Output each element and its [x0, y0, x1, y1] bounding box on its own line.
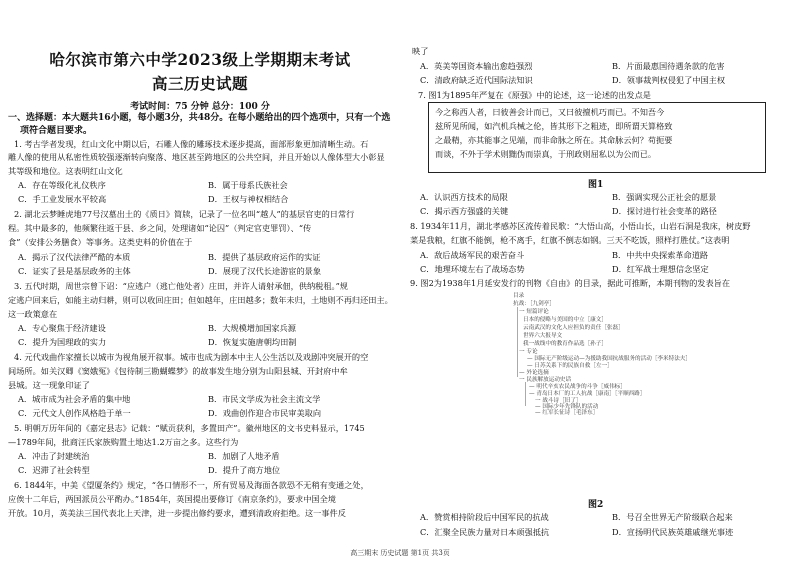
question-text: 间场所。如关汉卿《窦娥冤》《包待制三勘蝴蝶梦》的故事发生地分别为山阳县城、开封府中牟: [8, 366, 348, 376]
toc-entry: — 国际少年先锋队的活动: [535, 404, 599, 410]
option-b: B．号召全世界无产阶级联合起来: [612, 512, 733, 522]
option-a: A．存在等级化礼仪秩序: [18, 180, 106, 190]
option-a: A．认识西方技术的局限: [420, 192, 508, 202]
figure-1-quote: 今之称西人者，曰彼善会计而已，又曰彼擅机巧而已。不知吾今 兹所见所闻，如汽机兵械之伦，皆其形下之粗迹，即所谓天算格致 之最精，亦其能事之见端，而非命脉之所在。其命脉云何？苟扼要 而谈，不外于学术则黜伪而崇真，于刑政则屈私以为公而已。: [428, 102, 766, 173]
option-c: C．手工业发展水平较高: [18, 194, 107, 204]
figure-2-table-of-contents: [455, 287, 755, 416]
option-d: D．展现了汉代长途游宦的景象: [208, 266, 322, 276]
toc-entry: — 外论选摘: [519, 370, 549, 376]
toc-bracket: [525, 382, 526, 406]
toc-entry: — 红军长征诗［毛泽东］: [535, 410, 599, 416]
option-d: D．王权与神权相结合: [208, 194, 289, 204]
toc-entry: 日本的侵略与美国的中立［康文］: [523, 317, 607, 323]
option-a: A．揭示了汉代法律严酷的本质: [18, 252, 131, 262]
option-c: C．清政府缺乏近代国际法知识: [420, 75, 533, 85]
option-b: B．中共中央探索革命道路: [612, 250, 709, 260]
option-b: B．市民文学成为社会主流文学: [208, 394, 321, 404]
option-a: A．城市成为社会矛盾的集中地: [18, 394, 131, 404]
option-a: A．专心聚焦于经济建设: [18, 323, 106, 333]
toc-entry: 一 民族解放运动史话: [519, 377, 572, 383]
toc-entry: 我一战线中的教育作品选［孙子］: [523, 341, 607, 347]
option-a: A．英美等国资本输出愈趋强烈: [420, 61, 533, 71]
question-text: 县城。这一现象印证了: [8, 380, 90, 390]
option-c: C．迟滞了社会转型: [18, 465, 90, 475]
question-text: 3. 五代时期，周世宗曾下诏：“应逃户（逃亡他处者）庄田，并许人请射承佃，供纳税租。”规: [14, 281, 348, 291]
toc-entry: 一 短篇评论: [519, 309, 549, 315]
option-d: D．红军战士理想信念坚定: [612, 264, 709, 274]
toc-entry: — 明代辛亥农民战争的斗争［威伟标］: [529, 384, 626, 390]
toc-entry: 世界六大报导文: [523, 333, 563, 339]
question-text: 食”（安排公务膳食）等事务。这类史料的价值在于: [8, 237, 193, 247]
question-text: 映了: [412, 46, 429, 56]
option-c: C．汇聚全民族力量对日本顽强抵抗: [420, 527, 550, 537]
question-text: 程。其中最多的，他频繁往返于县、乡之间，处理诸如“论囚”（判定官吏罪罚）、“传: [8, 223, 312, 233]
question-text: 8. 1934年11月，湖北孝感苏区流传着民歌：“大悟山高，小悟山长，山岩石洞是我床，树皮野: [410, 221, 751, 231]
option-c: C．元代文人创作风格趋于单一: [18, 408, 131, 418]
question-text: 2. 湖北云梦睡虎地77号汉墓出土的《质日》简牍，记录了一位名叫“越人”的基层官吏的日常行: [14, 209, 355, 219]
question-text: 这一政策意在: [8, 309, 58, 319]
option-b: B．强调实现公正社会的愿景: [612, 192, 717, 202]
question-text: 雕人像的使用从私密性质较强逐渐转向聚落、地区甚至跨地区的公共空间，并且开始以人像体型大小彰显: [8, 152, 385, 162]
question-text: 1. 考古学者发现，红山文化中期以后，石雕人像的雕琢技术逐步提高，面部形象更加清晰生动。石: [14, 139, 369, 149]
toc-entry: 目录: [513, 293, 525, 299]
question-text: 6. 1844年，中美《望厦条约》规定，“各口情形不一，所有贸易及海面各款恐不无稍有变通之处，: [14, 480, 369, 490]
option-b: B．加剧了人地矛盾: [208, 451, 280, 461]
toc-entry: — 日苏关系下的民族自救［左一］: [527, 363, 613, 369]
question-text: 5. 明朝万历年间的《嘉定县志》记载：“赋贡获利，多置田产”。徽州地区的文书史料显示，1745: [14, 423, 365, 433]
option-c: C．揭示西方强盛的关键: [420, 206, 509, 216]
option-c: C．证实了县是基层政务的主体: [18, 266, 131, 276]
question-text: —1789年间，批商汪氏家族购置土地达1.2万亩之多。这些行为: [8, 437, 239, 447]
option-d: D．探讨进行社会变革的路径: [612, 206, 717, 216]
option-b: B．片面最惠国待遇条款的危害: [612, 61, 725, 71]
question-text: 定逃户回来后，如能主动归耕，则可以收回庄田；但如越年，庄田越多；数年未归，土地则不再归还田主。: [8, 295, 393, 305]
option-b: B．提供了基层政府运作的实证: [208, 252, 321, 262]
page-footer: 高三期末 历史试题 第1页 共3页: [350, 549, 450, 557]
exam-subtitle: 高三历史试题: [151, 74, 248, 93]
option-c: C．地理环境左右了战场态势: [420, 264, 525, 274]
option-a: A．敌后战场军民的艰苦奋斗: [420, 250, 525, 260]
section-instruction: 一、选择题：本大题共16小题，每小题3分，共48分。在每小题给出的四个选项中，只有一个选 项符合题目要求。: [8, 113, 391, 136]
question-text: 其等级和地位。这表明红山文化: [8, 166, 123, 176]
option-c: C．提升为国理政的实力: [18, 337, 107, 347]
option-a: A．冲击了封建统治: [18, 451, 90, 461]
toc-entry: 抗战：［九剑亭］: [513, 301, 555, 307]
option-b: B．大规模增加国家兵源: [208, 323, 296, 333]
exam-title: 哈尔滨市第六中学2023级上学期期末考试: [49, 50, 351, 69]
figure-1-caption: 图1: [588, 180, 604, 190]
question-text: 7. 图1为1895年严复在《原强》中的论述，这一论述的出发点是: [418, 90, 651, 100]
toc-entry: — 国际无产阶级运动—为援助我国抗战服务的活动［李米特法夫］: [527, 356, 691, 362]
toc-entry: — 青岛日本厂的工人抗战［康南］［平顺西路］: [529, 391, 646, 397]
figure-2-caption: 图2: [588, 500, 604, 510]
question-text: 开放。10月，英美法三国代表北上天津，进一步提出修约要求，遭到清政府拒绝。这一事件反: [8, 508, 346, 518]
toc-bracket: [517, 307, 518, 377]
exam-info: 考试时间：75 分钟 总分：100 分: [130, 102, 270, 112]
option-d: D．提升了商方地位: [208, 465, 281, 475]
option-d: D．领事裁判权侵犯了中国主权: [612, 75, 726, 85]
question-text: 应俟十二年后，两国派员公平酌办。”1854年，英国提出要修订《南京条约》，要求中国全境: [8, 494, 336, 504]
option-d: D．宣扬明代民族英雄戚继光事迹: [612, 527, 734, 537]
question-text: 4. 元代戏曲作家擅长以城市为视角展开叙事。城市也成为剧本中主人公生活以及戏剧冲突展开的空: [14, 352, 369, 362]
toc-entry: 云南武汉的文化人应担负的责任［张磊］: [523, 325, 624, 331]
option-a: A．赞赏相持阶段后中国军民的抗战: [420, 512, 549, 522]
question-text: 9. 图2为1938年1月延安发行的刊物《自由》的目录，据此可推断，本期刊物的发表旨在: [410, 278, 731, 288]
question-text: 菜是我粮，红旗不能倒，枪不离手，红旗不倒志如钢。三天不吃饭，照样打胜仗。”这表明: [410, 235, 730, 245]
option-d: D．恢复实施唐朝均田制: [208, 337, 297, 347]
toc-entry: 一 专论: [519, 349, 538, 355]
option-b: B．属于母系氏族社会: [208, 180, 288, 190]
option-d: D．戏曲创作迎合市民审美取向: [208, 408, 322, 418]
toc-entry: 一 战斗诗［旧了］: [535, 398, 582, 404]
